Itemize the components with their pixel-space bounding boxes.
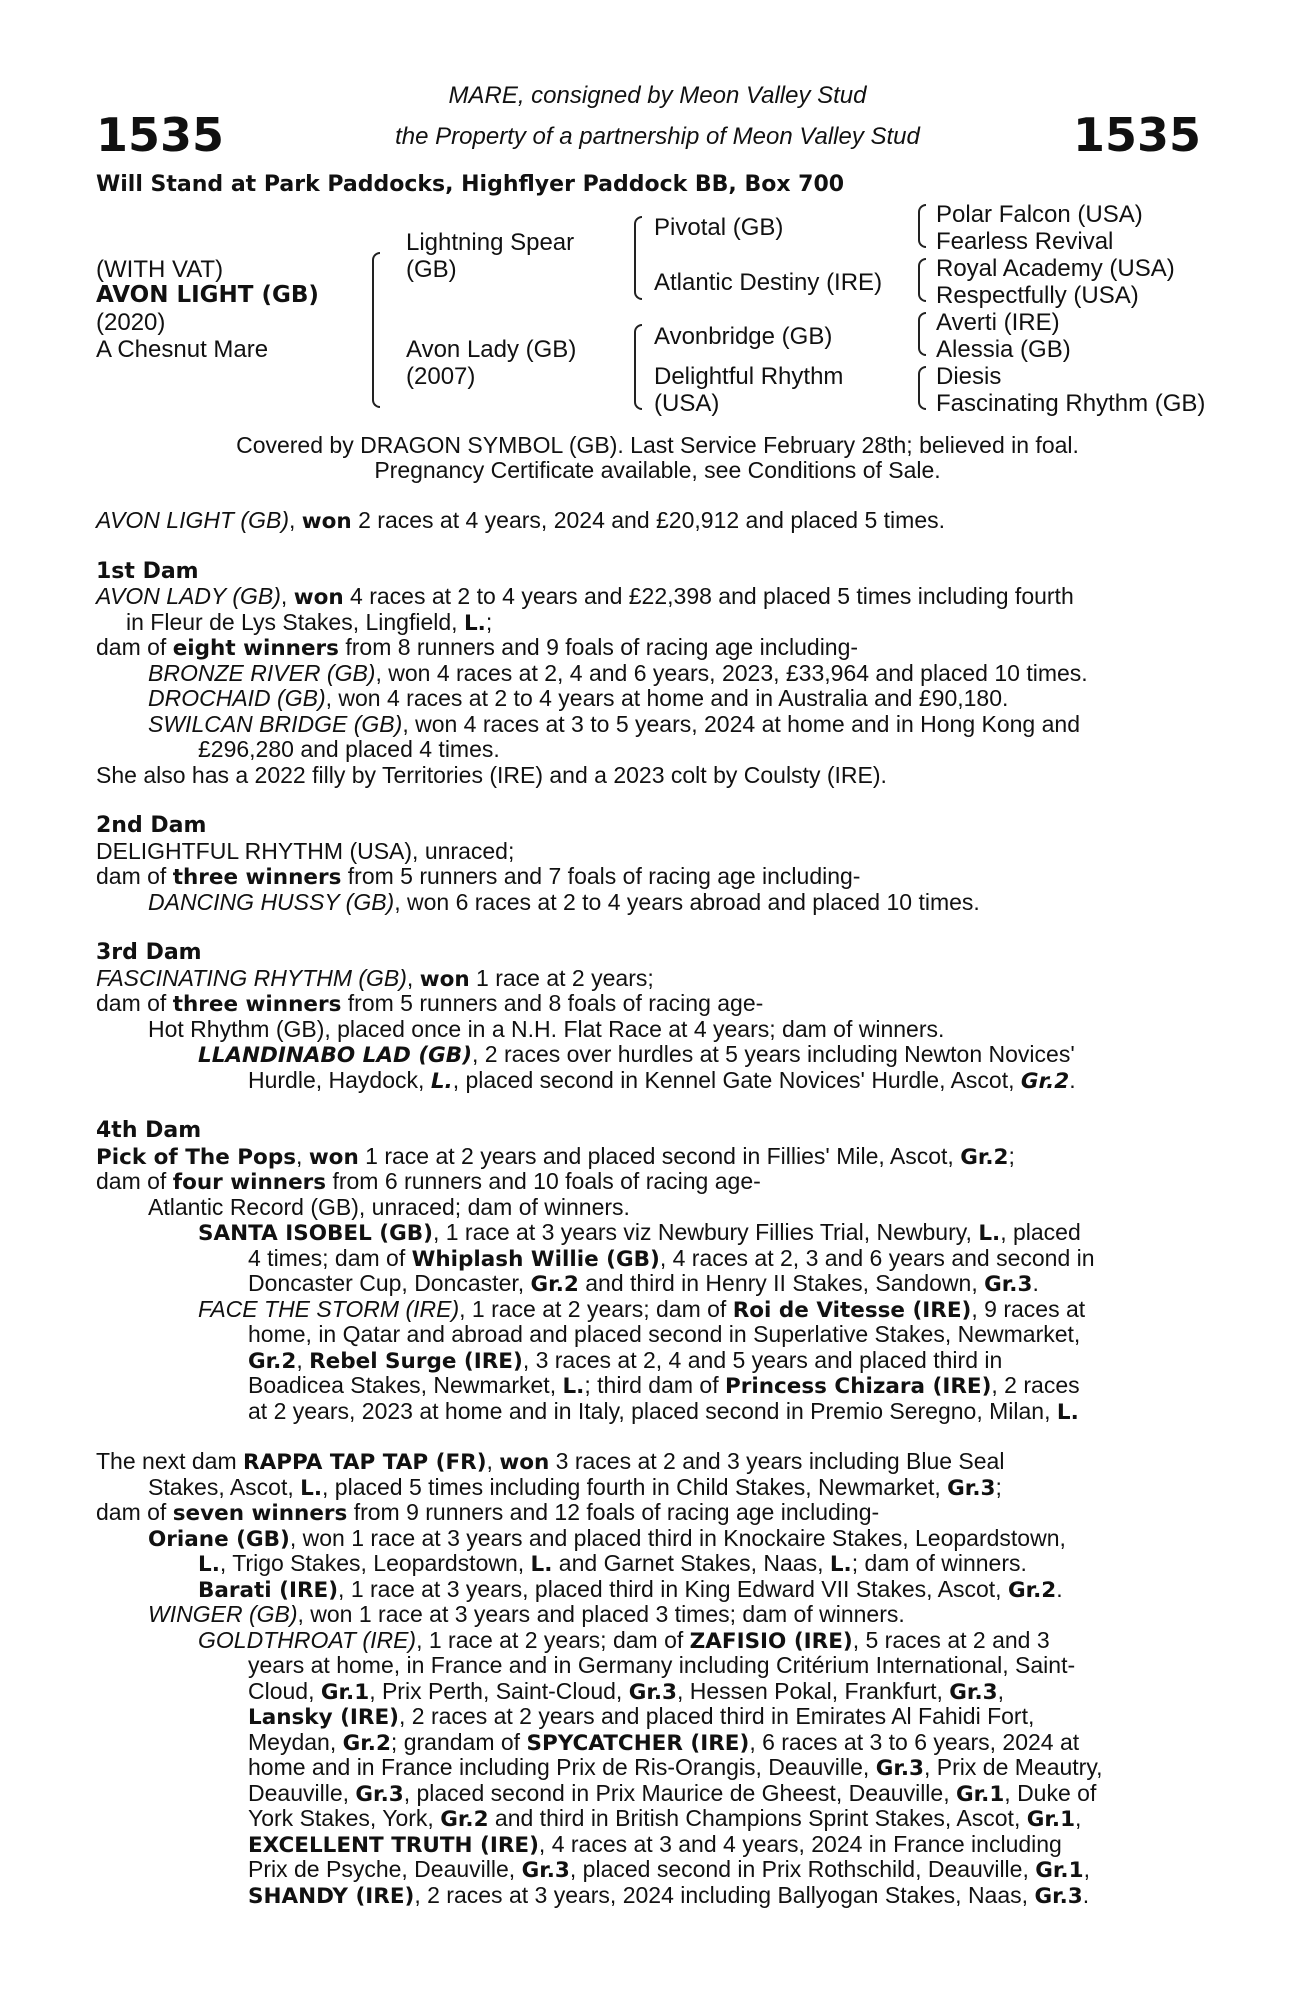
consignor-line: MARE, consigned by Meon Valley Stud <box>448 82 867 109</box>
dam4-line: dam of four winners from 6 runners and 10 foals of racing age- <box>96 1168 761 1195</box>
dam1-line: She also has a 2022 filly by Territories (IRE) and a 2023 colt by Coulsty (IRE). <box>96 761 887 788</box>
dam-sire-dam: Alessia (GB) <box>936 336 1071 363</box>
sire-name: Lightning Spear <box>406 229 575 256</box>
sire-sire-sire: Polar Falcon (USA) <box>936 201 1143 228</box>
horse-description: A Chesnut Mare <box>96 336 269 363</box>
sire-dam-dam: Respectfully (USA) <box>936 282 1139 309</box>
next-dam-line: York Stakes, York, Gr.2 and third in British Champions Sprint Stakes, Ascot, Gr.1, <box>248 1805 1082 1832</box>
next-dam-line: Deauville, Gr.3, placed second in Prix Maurice de Gheest, Deauville, Gr.1, Duke of <box>248 1779 1097 1807</box>
dam-dam-name: Delightful Rhythm <box>654 363 844 390</box>
next-dam-line: dam of seven winners from 9 runners and 12 foals of racing age including- <box>96 1499 880 1526</box>
brace-dam-line <box>634 324 642 410</box>
next-dam-line: Stakes, Ascot, L., placed 5 times including fourth in Child Stakes, Newmarket, Gr.3; <box>148 1473 1002 1501</box>
dam3-line: Hot Rhythm (GB), placed once in a N.H. Flat Race at 4 years; dam of winners. <box>148 1015 945 1042</box>
next-dam-line: Barati (IRE), 1 race at 3 years, placed third in King Edward VII Stakes, Ascot, Gr.2. <box>198 1575 1063 1603</box>
next-dam-line: years at home, in France and in Germany including Critérium International, Saint- <box>248 1652 1076 1678</box>
dam1-line: BRONZE RIVER (GB), won 4 races at 2, 4 and 6 years, 2023, £33,964 and placed 10 times. <box>148 659 1088 686</box>
fourth-dam-heading: 4th Dam <box>96 1118 202 1143</box>
property-line: the Property of a partnership of Meon Valley Stud <box>395 123 920 150</box>
sire-country: (GB) <box>406 256 457 283</box>
dam1-line: SWILCAN BRIDGE (GB), won 4 races at 3 to 5 years, 2024 at home and in Hong Kong and <box>148 710 1080 737</box>
sire-dam: Atlantic Destiny (IRE) <box>654 269 883 296</box>
dam1-line: in Fleur de Lys Stakes, Lingfield, L.; <box>126 608 493 636</box>
dam-dam-sire: Diesis <box>936 363 1002 390</box>
next-dam-line: GOLDTHROAT (IRE), 1 race at 2 years; dam of ZAFISIO (IRE), 5 races at 2 and 3 <box>198 1626 1050 1654</box>
dam4-line: FACE THE STORM (IRE), 1 race at 2 years; dam of Roi de Vitesse (IRE), 9 races at <box>198 1295 1086 1323</box>
dam2-line: DELIGHTFUL RHYTHM (USA), unraced; <box>96 837 515 864</box>
dam4-line: Doncaster Cup, Doncaster, Gr.2 and third in Henry II Stakes, Sandown, Gr.3. <box>248 1270 1039 1297</box>
dam3-line: FASCINATING RHYTHM (GB), won 1 race at 2 years; <box>96 964 654 992</box>
dam1-line: AVON LADY (GB), won 4 races at 2 to 4 years and £22,398 and placed 5 times including fourth <box>96 583 1074 610</box>
next-dam-line: Oriane (GB), won 1 race at 3 years and placed third in Knockaire Stakes, Leopardstown, <box>148 1524 1066 1552</box>
next-dam-line: WINGER (GB), won 1 race at 3 years and placed 3 times; dam of winners. <box>148 1601 905 1627</box>
third-dam-heading: 3rd Dam <box>96 940 202 965</box>
brace-gen1 <box>372 252 380 408</box>
dam3-line: dam of three winners from 5 runners and 8 foals of racing age- <box>96 990 764 1017</box>
next-dam-line: Prix de Psyche, Deauville, Gr.3, placed second in Prix Rothschild, Deauville, Gr.1, <box>248 1856 1090 1883</box>
second-dam-heading: 2nd Dam <box>96 813 207 838</box>
dam4-line: at 2 years, 2023 at home and in Italy, placed second in Premio Seregno, Milan, L. <box>248 1397 1079 1425</box>
pregnancy-note: Pregnancy Certificate available, see Conditions of Sale. <box>374 457 941 483</box>
dam4-line: home, in Qatar and abroad and placed second in Superlative Stakes, Newmarket, <box>248 1321 1081 1347</box>
brace-ss <box>918 204 926 248</box>
vat-note: (WITH VAT) <box>96 256 224 283</box>
covered-note: Covered by DRAGON SYMBOL (GB). Last Service February 28th; believed in foal. <box>236 432 1079 458</box>
next-dam-line: home and in France including Prix de Ris-Orangis, Deauville, Gr.3, Prix de Meautry, <box>248 1754 1103 1781</box>
dam4-line: Boadicea Stakes, Newmarket, L.; third dam of Princess Chizara (IRE), 2 races <box>248 1372 1080 1399</box>
dam4-line: Atlantic Record (GB), unraced; dam of winners. <box>148 1193 630 1220</box>
dam2-line: dam of three winners from 5 runners and 7 foals of racing age including- <box>96 863 861 890</box>
dam-name: Avon Lady (GB) <box>406 336 577 363</box>
dam3-line: LLANDINABO LAD (GB), 2 races over hurdles at 5 years including Newton Novices' <box>198 1041 1075 1068</box>
sire-sire: Pivotal (GB) <box>654 214 784 241</box>
next-dam-line: Lansky (IRE), 2 races at 2 years and placed third in Emirates Al Fahidi Fort, <box>248 1703 1035 1730</box>
dam2-line: DANCING HUSSY (GB), won 6 races at 2 to 4 years abroad and placed 10 times. <box>148 888 980 915</box>
brace-sire-line <box>634 216 642 300</box>
horse-name: AVON LIGHT (GB) <box>96 282 319 308</box>
dam3-line: Hurdle, Haydock, L., placed second in Kennel Gate Novices' Hurdle, Ascot, Gr.2. <box>248 1066 1076 1094</box>
next-dam-line: The next dam RAPPA TAP TAP (FR), won 3 races at 2 and 3 years including Blue Seal <box>96 1448 1005 1475</box>
next-dam-line: L., Trigo Stakes, Leopardstown, L. and Garnet Stakes, Naas, L.; dam of winners. <box>198 1550 1027 1577</box>
next-dam-line: Cloud, Gr.1, Prix Perth, Saint-Cloud, Gr.3, Hessen Pokal, Frankfurt, Gr.3, <box>248 1677 1004 1705</box>
lot-number-right: 1535 <box>1072 108 1201 162</box>
sire-sire-dam: Fearless Revival <box>936 228 1114 255</box>
lot-number-left: 1535 <box>96 108 225 162</box>
first-dam-heading: 1st Dam <box>96 558 199 584</box>
sire-dam-sire: Royal Academy (USA) <box>936 255 1175 282</box>
dam-year: (2007) <box>406 363 476 390</box>
dam1-line: £296,280 and placed 4 times. <box>198 736 500 762</box>
brace-dd <box>918 366 926 410</box>
brace-sd <box>918 258 926 302</box>
stand-location: Will Stand at Park Paddocks, Highflyer Paddock BB, Box 700 <box>96 172 845 197</box>
dam4-line: Gr.2, Rebel Surge (IRE), 3 races at 2, 4 and 5 years and placed third in <box>248 1346 1003 1374</box>
next-dam-line: Meydan, Gr.2; grandam of SPYCATCHER (IRE), 6 races at 3 to 6 years, 2024 at <box>248 1728 1080 1756</box>
dam4-line: Pick of The Pops, won 1 race at 2 years and placed second in Fillies' Mile, Ascot, Gr.2; <box>96 1142 1015 1170</box>
intro-line: AVON LIGHT (GB), won 2 races at 4 years, 2024 and £20,912 and placed 5 times. <box>96 507 946 534</box>
dam1-line: dam of eight winners from 8 runners and 9 foals of racing age including- <box>96 634 859 661</box>
dam1-line: DROCHAID (GB), won 4 races at 2 to 4 years at home and in Australia and £90,180. <box>148 685 1009 711</box>
dam4-line: SANTA ISOBEL (GB), 1 race at 3 years viz Newbury Fillies Trial, Newbury, L., placed <box>198 1219 1081 1246</box>
produce-record <box>96 508 1206 1908</box>
next-dam-line: EXCELLENT TRUTH (IRE), 4 races at 3 and 4 years, 2024 in France including <box>248 1830 1062 1858</box>
dam-dam-dam: Fascinating Rhythm (GB) <box>936 390 1206 417</box>
dam-sire: Avonbridge (GB) <box>654 323 833 350</box>
brace-ds <box>918 312 926 356</box>
dam-dam-country: (USA) <box>654 390 720 417</box>
dam4-line: 4 times; dam of Whiplash Willie (GB), 4 races at 2, 3 and 6 years and second in <box>248 1244 1095 1272</box>
dam-sire-sire: Averti (IRE) <box>936 309 1060 336</box>
foaling-year: (2020) <box>96 309 166 336</box>
next-dam-line: SHANDY (IRE), 2 races at 3 years, 2024 including Ballyogan Stakes, Naas, Gr.3. <box>248 1881 1090 1909</box>
